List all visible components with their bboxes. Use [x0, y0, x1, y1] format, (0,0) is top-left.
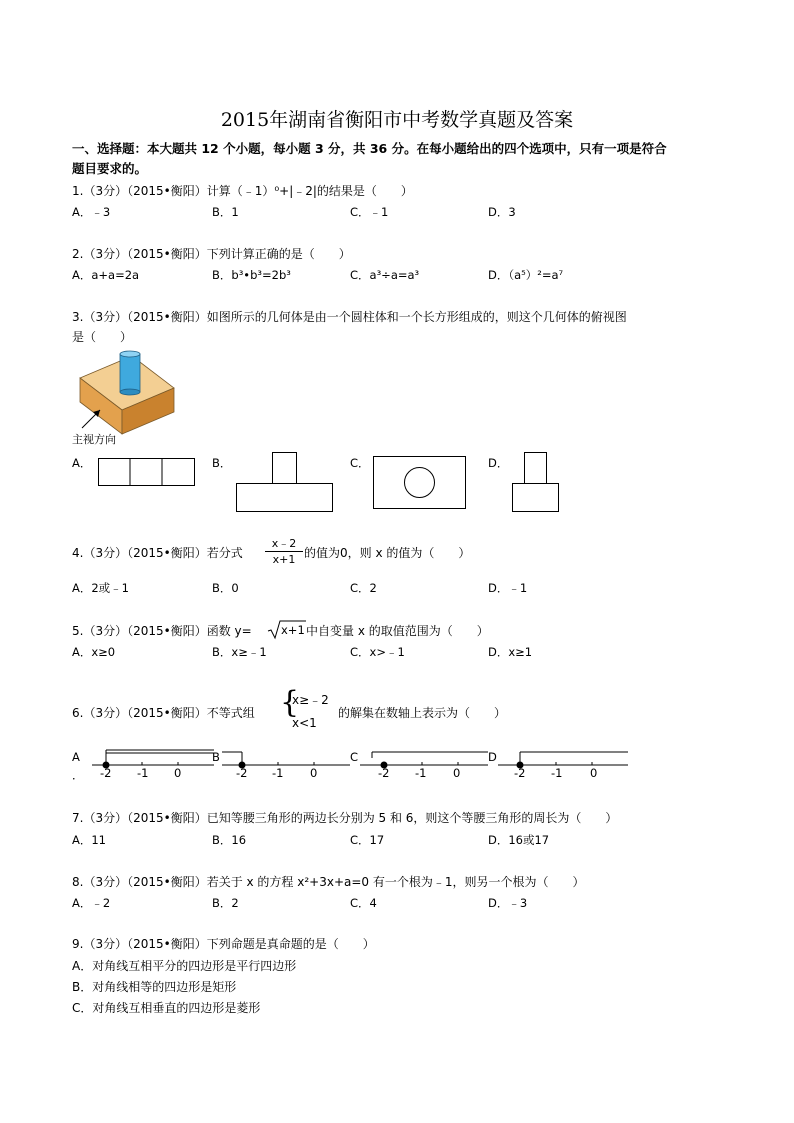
q5-option-c: C．x>﹣1	[350, 645, 405, 659]
q1-option-a: A．﹣3	[72, 205, 111, 219]
q3-figure-caption: 主视方向	[72, 433, 116, 446]
q2-option-d: D．（a⁵）²=a⁷	[488, 268, 564, 282]
q4-fraction-bar	[265, 551, 303, 552]
q8-stem: 8.（3分）（2015•衡阳）若关于 x 的方程 x²+3x+a=0 有一个根为﹣1，则另一个根为（ ）	[72, 875, 585, 889]
q9-option-a: A．对角线互相平分的四边形是平行四边形	[72, 959, 297, 973]
q6-brace: {	[280, 685, 300, 720]
q7-option-b: B．16	[212, 833, 247, 847]
q7-option-d: D．16或17	[488, 833, 550, 847]
q3-option-d-figure	[512, 452, 562, 514]
q3-option-c-label: C．	[350, 456, 370, 470]
q5-stem-suffix: 中自变量 x 的取值范围为（ ）	[306, 624, 489, 638]
q6-option-d-tick-neg1: -1	[551, 766, 563, 780]
q3-option-d-label: D．	[488, 456, 509, 470]
q6-option-a-tick-neg1: -1	[137, 766, 149, 780]
q9-option-c: C．对角线互相垂直的四边形是菱形	[72, 1001, 261, 1015]
q6-stem-suffix: 的解集在数轴上表示为（ ）	[338, 706, 507, 720]
q1-stem: 1.（3分）（2015•衡阳）计算（﹣1）⁰+|﹣2|的结果是（ ）	[72, 184, 413, 198]
q3-option-a-label: A．	[72, 456, 92, 470]
q5-option-b: B．x≥﹣1	[212, 645, 267, 659]
q8-option-c: C．4	[350, 896, 377, 910]
q8-option-a: A．﹣2	[72, 896, 111, 910]
q4-numerator: x﹣2	[271, 537, 297, 550]
q4-stem-suffix: 的值为0，则 x 的值为（ ）	[304, 546, 471, 560]
q7-option-c: C．17	[350, 833, 385, 847]
q6-option-a-tick-0: 0	[174, 766, 182, 780]
q6-option-d-letter: D	[488, 750, 497, 764]
q6-inequality-1: x≥﹣2	[292, 693, 329, 707]
q6-option-b-letter: B	[212, 750, 220, 764]
q6-inequality-2: x<1	[292, 716, 317, 730]
q6-option-b-tick-0: 0	[310, 766, 318, 780]
q7-option-a: A．11	[72, 833, 107, 847]
q4-option-d: D．﹣1	[488, 581, 528, 595]
q1-option-c: C．﹣1	[350, 205, 389, 219]
q6-option-c-tick-neg1: -1	[415, 766, 427, 780]
q2-option-c: C．a³÷a=a³	[350, 268, 420, 282]
q9-stem: 9.（3分）（2015•衡阳）下列命题是真命题的是（ ）	[72, 937, 375, 951]
q5-option-a: A．x≥0	[72, 645, 116, 659]
q4-denominator: x+1	[272, 553, 296, 566]
q3-option-c-figure	[373, 456, 469, 512]
q1-option-b: B．1	[212, 205, 239, 219]
q3-option-a-figure	[98, 458, 198, 488]
q6-option-d-tick-neg2: -2	[514, 766, 526, 780]
q6-option-c-tick-neg2: -2	[378, 766, 390, 780]
q6-option-b-tick-neg1: -1	[272, 766, 284, 780]
q4-stem-prefix: 4.（3分）（2015•衡阳）若分式	[72, 546, 243, 560]
q2-option-b: B．b³•b³=2b³	[212, 268, 291, 282]
q3-solid-figure	[70, 350, 190, 440]
q3-stem-line1: 3.（3分）（2015•衡阳）如图所示的几何体是由一个圆柱体和一个长方形组成的，则这个几何体的俯视图	[72, 310, 627, 324]
q5-stem-prefix: 5.（3分）（2015•衡阳）函数 y=	[72, 624, 252, 638]
q6-option-b-tick-neg2: -2	[236, 766, 248, 780]
q6-option-a-dot: ．	[72, 768, 84, 782]
q6-stem-prefix: 6.（3分）（2015•衡阳）不等式组	[72, 706, 255, 720]
q3-stem-line2: 是（ ）	[72, 330, 133, 344]
q3-option-b-figure	[236, 452, 336, 514]
q1-option-d: D．3	[488, 205, 516, 219]
q8-option-b: B．2	[212, 896, 239, 910]
section-heading-line1: 一、选择题：本大题共 12 个小题，每小题 3 分，共 36 分。在每小题给出的四个选项中，只有一项是符合	[72, 141, 667, 156]
page-title: 2015年湖南省衡阳市中考数学真题及答案	[220, 109, 574, 131]
q5-option-d: D．x≥1	[488, 645, 533, 659]
q9-option-b: B．对角线相等的四边形是矩形	[72, 980, 237, 994]
q6-option-a-letter: A	[72, 750, 80, 764]
q6-option-d-tick-0: 0	[590, 766, 598, 780]
q3-option-b-label: B．	[212, 456, 232, 470]
q6-option-a-tick-neg2: -2	[100, 766, 112, 780]
q4-option-c: C．2	[350, 581, 377, 595]
q8-option-d: D．﹣3	[488, 896, 528, 910]
q5-radicand: x+1	[281, 623, 305, 637]
section-heading-line2: 题目要求的。	[72, 161, 148, 176]
q4-option-a: A．2或﹣1	[72, 581, 129, 595]
q2-stem: 2.（3分）（2015•衡阳）下列计算正确的是（ ）	[72, 247, 351, 261]
q2-option-a: A．a+a=2a	[72, 268, 140, 282]
q4-option-b: B．0	[212, 581, 239, 595]
q7-stem: 7.（3分）（2015•衡阳）已知等腰三角形的两边长分别为 5 和 6，则这个等腰三角形的周长为（ ）	[72, 811, 618, 825]
q6-option-c-tick-0: 0	[453, 766, 461, 780]
q6-option-c-letter: C	[350, 750, 359, 764]
